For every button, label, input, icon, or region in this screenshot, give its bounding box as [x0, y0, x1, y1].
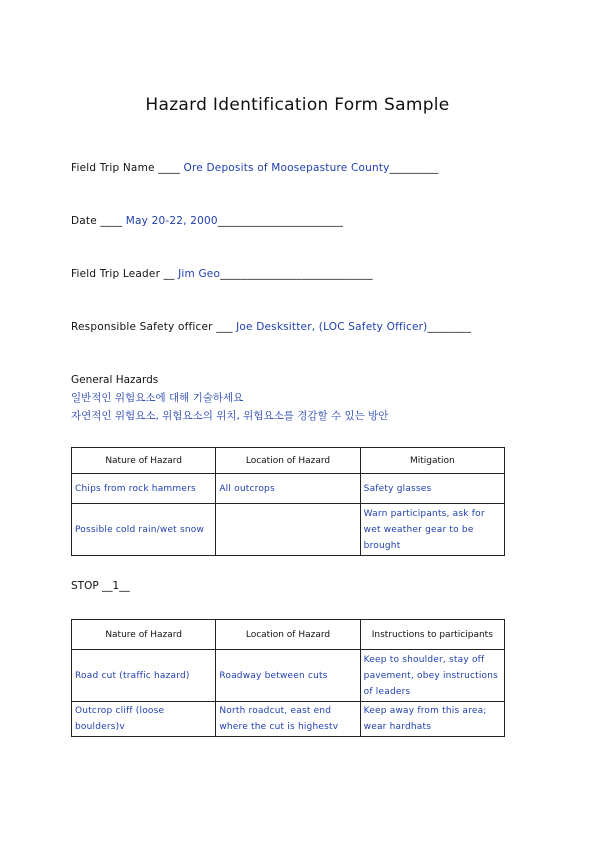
field-trip-leader-label: Field Trip Leader __: [71, 268, 179, 280]
field-trip-name-value: Ore Deposits of Moosepasture County: [183, 162, 390, 174]
field-date-trail: _______________________: [217, 215, 344, 227]
table-row: [72, 650, 505, 702]
column-header: Mitigation: [360, 448, 504, 474]
column-header: Nature of Hazard: [72, 620, 216, 650]
table-row: [72, 504, 505, 556]
table-cell: Chips from rock hammers: [72, 474, 216, 504]
table-cell: [216, 504, 360, 556]
table-row: [72, 702, 505, 737]
table-cell: Keep away from this area; wear hardhats: [360, 702, 504, 737]
table-cell: Warn participants, ask for wet weather gear to be brought: [360, 504, 504, 556]
table-cell: Keep to shoulder, stay off pavement, obey instructions of leaders: [360, 650, 504, 702]
table-cell: Roadway between cuts: [216, 650, 360, 702]
field-trip-leader: [71, 268, 373, 280]
table-cell: Outcrop cliff (loose boulders)v: [72, 702, 216, 737]
table-header-row: [72, 620, 505, 650]
table-cell: All outcrops: [216, 474, 360, 504]
column-header: Location of Hazard: [216, 620, 360, 650]
page-title: Hazard Identification Form Sample: [145, 95, 450, 115]
field-trip-name-label: Field Trip Name ____: [71, 162, 184, 174]
column-header: Location of Hazard: [216, 448, 360, 474]
general-hazards-table: [71, 447, 505, 556]
field-date: [71, 215, 343, 227]
column-header: Instructions to participants: [360, 620, 504, 650]
table-header-row: [72, 448, 505, 474]
field-trip-leader-trail: ____________________________: [220, 268, 373, 280]
table-row: [72, 474, 505, 504]
field-safety-officer-trail: ________: [427, 321, 472, 333]
field-trip-name-trail: _________: [389, 162, 439, 174]
general-hazards-instruction-1: 일반적인 위험요소에 대해 기술하세요: [71, 392, 244, 404]
table-cell: North roadcut, east end where the cut is highestv: [216, 702, 360, 737]
field-safety-officer-value: Joe Desksitter, (LOC Safety Officer): [236, 321, 428, 333]
field-date-value: May 20-22, 2000: [125, 215, 218, 227]
field-trip-name: [71, 162, 439, 174]
field-date-label: Date ____: [71, 215, 126, 227]
field-trip-leader-value: Jim Geo: [178, 268, 221, 280]
stop-label: STOP __1__: [71, 580, 130, 592]
general-hazards-heading: General Hazards: [71, 374, 159, 386]
column-header: Nature of Hazard: [72, 448, 216, 474]
general-hazards-instruction-2: 자연적인 위험요소, 위험요소의 위치, 위험요소를 경감할 수 있는 방안: [71, 410, 389, 422]
table-cell: Road cut (traffic hazard): [72, 650, 216, 702]
table-cell: Safety glasses: [360, 474, 504, 504]
stop-hazards-table: [71, 619, 505, 737]
table-cell: Possible cold rain/wet snow: [72, 504, 216, 556]
field-safety-officer-label: Responsible Safety officer ___: [71, 321, 237, 333]
field-safety-officer: [71, 321, 471, 333]
